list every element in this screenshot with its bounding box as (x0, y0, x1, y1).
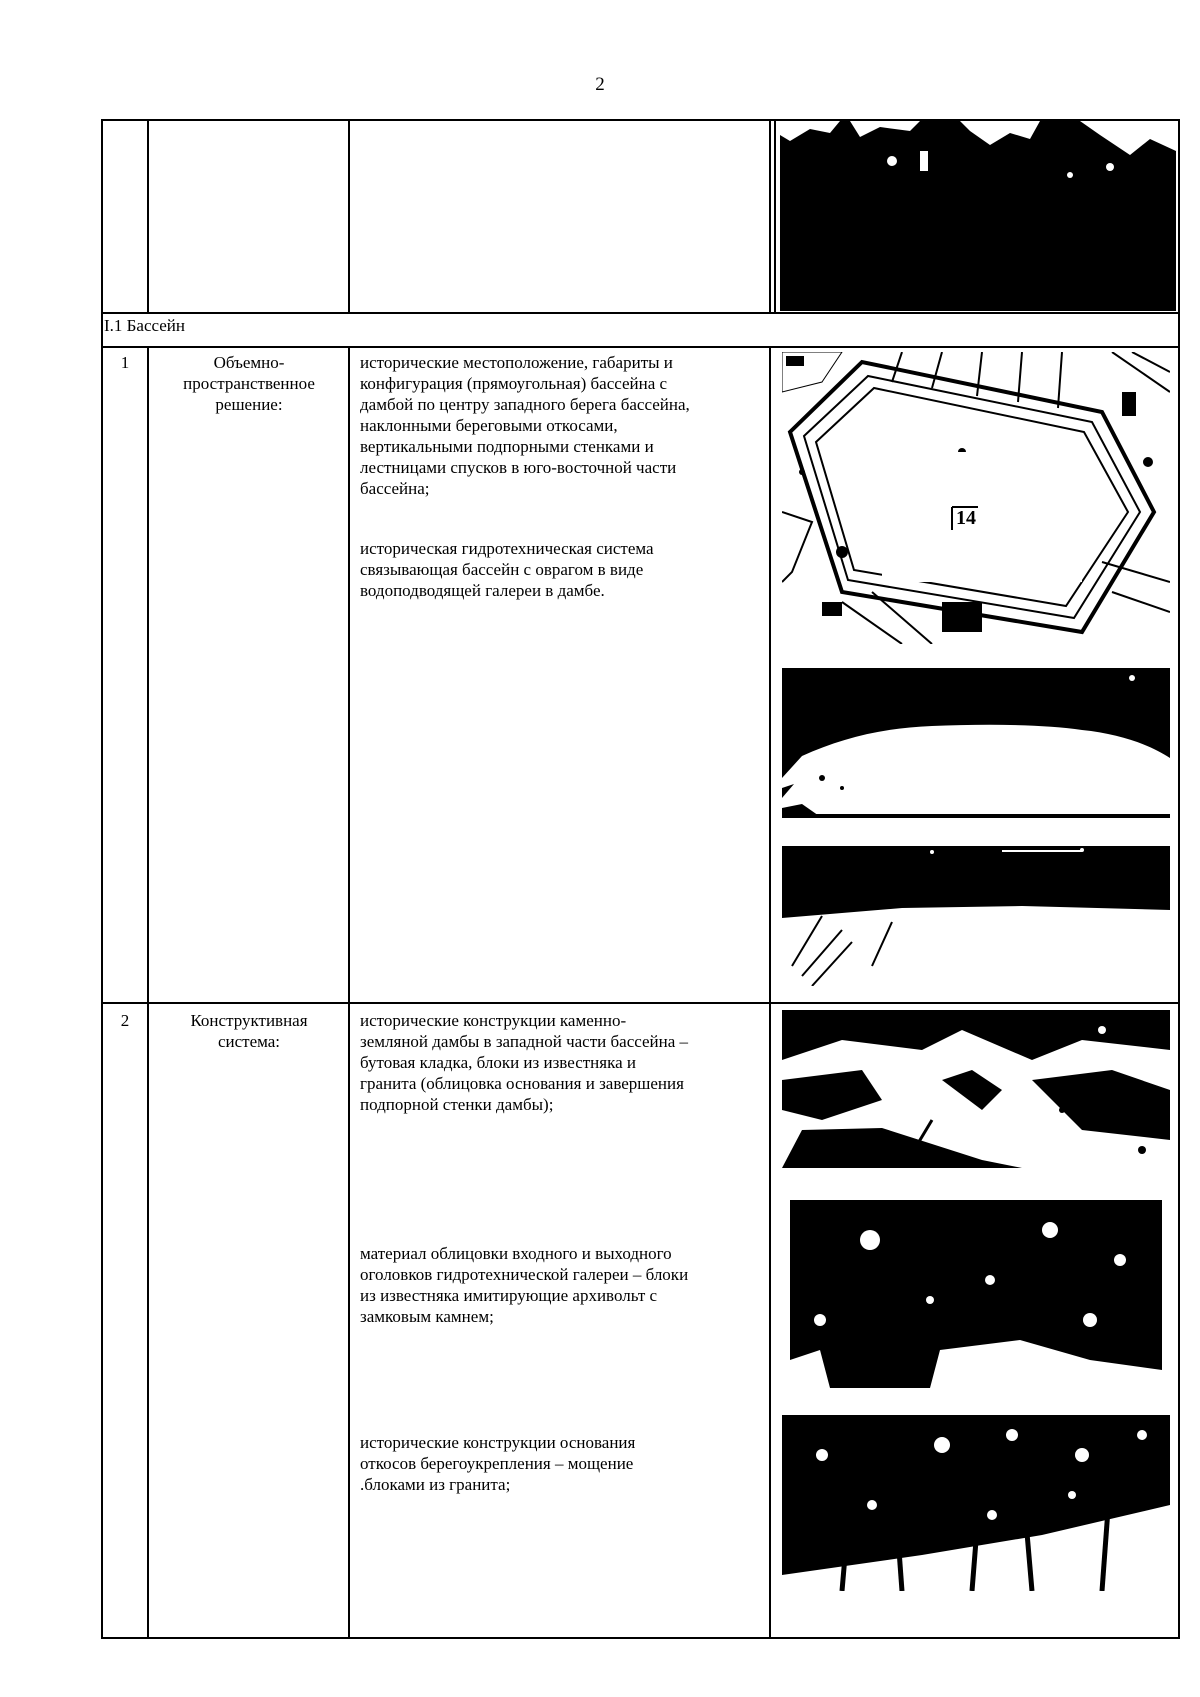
row-2-number (103, 1010, 147, 1031)
row-2-description-2 (360, 1243, 765, 1327)
col-border-1-top (147, 119, 149, 314)
desc-line: подпорной стенки дамбы); (360, 1095, 554, 1114)
table-border-row-divider (101, 1002, 1180, 1004)
photo-pool-view-1 (782, 668, 1170, 818)
desc-line: исторические местоположение, габариты и (360, 353, 673, 372)
name-line: решение: (215, 395, 283, 414)
col-border-3 (769, 346, 771, 1639)
row-1-description-1 (360, 352, 765, 499)
col-border-left-top (101, 119, 103, 314)
col-border-1 (147, 346, 149, 1639)
col-border-right-top (1178, 119, 1180, 314)
row-2-description-3 (360, 1432, 765, 1495)
desc-line: бутовая кладка, блоки из известняка и (360, 1053, 636, 1072)
name-line: Конструктивная (190, 1011, 308, 1030)
row-2-name (150, 1010, 348, 1052)
name-line: система: (217, 1032, 281, 1051)
photo-gallery-headwall (790, 1200, 1162, 1388)
col-border-3b-top (774, 119, 776, 314)
photo-top-continuation (780, 121, 1176, 311)
desc-line: наклонными береговыми откосами, (360, 416, 618, 435)
row-1-description-2 (360, 538, 765, 601)
section-border-left (101, 312, 103, 348)
name-line: Объемно- (213, 353, 285, 372)
photo-pool-view-2 (782, 846, 1170, 986)
photo-slope-paving (782, 1415, 1170, 1591)
desc-line: исторические конструкции каменно- (360, 1011, 627, 1030)
row-number-value: 2 (120, 1011, 130, 1030)
col-border-right (1178, 346, 1180, 1639)
desc-line: вертикальными подпорными стенками и (360, 437, 654, 456)
site-plan-map (782, 352, 1170, 644)
desc-line: бассейна; (360, 479, 430, 498)
col-border-2-top (348, 119, 350, 314)
desc-line: гранита (облицовка основания и завершения (360, 1074, 684, 1093)
table-border-section-top (101, 312, 1180, 314)
row-1-number (103, 352, 147, 373)
desc-line: водоподводящей галереи в дамбе. (360, 581, 605, 600)
map-label-number: 14 (956, 507, 976, 529)
desc-line: земляной дамбы в западной части бассейна – (360, 1032, 689, 1051)
row-number-value: 1 (120, 353, 130, 372)
desc-line: оголовков гидротехнической галереи – блоки (360, 1265, 689, 1284)
row-2-description-1 (360, 1010, 765, 1115)
desc-line: связывающая бассейн с оврагом в виде (360, 560, 644, 579)
photo-dam-masonry (782, 1010, 1170, 1168)
desc-line: замковым камнем; (360, 1307, 494, 1326)
table-border-bottom (101, 1637, 1180, 1639)
desc-line: откосов берегоукрепления – мощение (360, 1454, 634, 1473)
desc-line: из известняка имитирующие архивольт с (360, 1286, 658, 1305)
desc-line: исторические конструкции основания (360, 1433, 636, 1452)
col-border-2 (348, 346, 350, 1639)
name-line: пространственное (183, 374, 315, 393)
row-1-name (150, 352, 348, 415)
desc-line: материал облицовки входного и выходного (360, 1244, 672, 1263)
desc-line: конфигурация (прямоугольная) бассейна с (360, 374, 668, 393)
col-border-3-top (769, 119, 771, 314)
desc-line: .блоками из гранита; (360, 1475, 511, 1494)
desc-line: лестницами спусков в юго-восточной части (360, 458, 677, 477)
section-title: I.1 Бассейн (104, 316, 186, 335)
desc-line: историческая гидротехническая система (360, 539, 654, 558)
page-number: 2 (595, 74, 605, 95)
col-border-left (101, 346, 103, 1639)
table-border-section-bottom (101, 346, 1180, 348)
desc-line: дамбой по центру западного берега бассейна, (360, 395, 690, 414)
section-border-right (1178, 312, 1180, 348)
